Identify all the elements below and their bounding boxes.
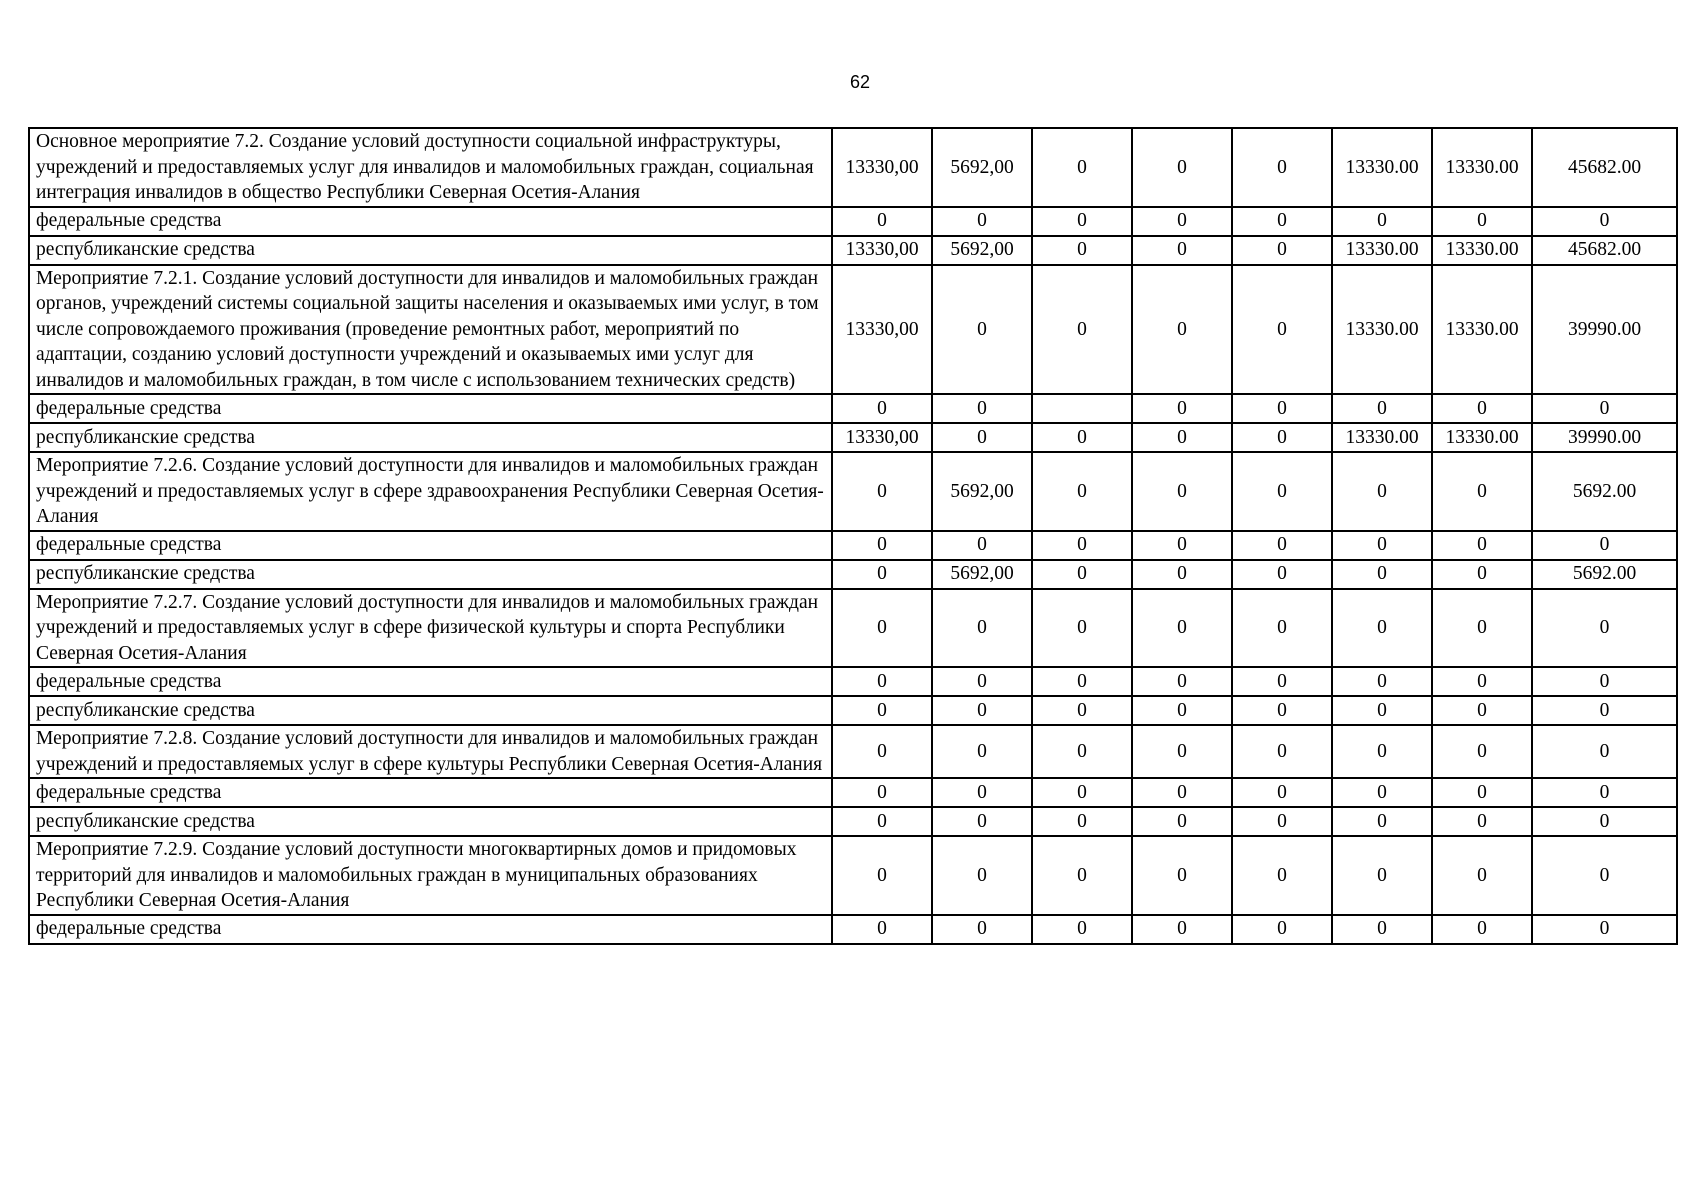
amount-cell: 0 [932,394,1032,423]
amount-cell: 0 [932,589,1032,668]
funding-source-label: республиканские средства [29,423,832,452]
amount-cell: 0 [1132,807,1232,836]
table-row [29,207,1677,236]
amount-cell: 0 [1332,667,1432,696]
amount-cell: 0 [832,207,932,236]
amount-cell: 0 [932,807,1032,836]
amount-cell: 0 [1332,836,1432,915]
funding-source-label: республиканские средства [29,696,832,725]
table-row [29,667,1677,696]
amount-cell: 0 [1232,915,1332,944]
amount-cell: 0 [1232,236,1332,265]
amount-cell: 0 [1132,836,1232,915]
table-row [29,236,1677,265]
amount-cell: 13330,00 [832,423,932,452]
amount-cell: 0 [1432,207,1532,236]
amount-cell: 13330.00 [1432,423,1532,452]
amount-cell: 0 [1532,394,1677,423]
amount-cell: 0 [832,778,932,807]
amount-cell: 0 [1432,667,1532,696]
table-row [29,589,1677,668]
amount-cell: 0 [932,207,1032,236]
amount-cell: 0 [1232,265,1332,395]
amount-cell: 0 [1432,696,1532,725]
amount-cell: 0 [1232,589,1332,668]
amount-cell: 0 [1232,128,1332,207]
amount-cell: 0 [1232,778,1332,807]
amount-cell: 0 [1132,394,1232,423]
amount-cell: 0 [1232,423,1332,452]
amount-cell: 0 [1232,696,1332,725]
amount-cell: 0 [1032,128,1132,207]
amount-cell: 0 [932,667,1032,696]
amount-cell: 0 [1132,236,1232,265]
amount-cell: 0 [1132,667,1232,696]
amount-cell: 45682.00 [1532,128,1677,207]
amount-cell: 0 [1132,452,1232,531]
amount-cell: 0 [1532,531,1677,560]
amount-cell: 0 [932,531,1032,560]
amount-cell: 0 [1432,915,1532,944]
amount-cell: 0 [1232,725,1332,778]
amount-cell: 5692,00 [932,452,1032,531]
table-row [29,531,1677,560]
amount-cell: 0 [1132,207,1232,236]
amount-cell: 0 [1032,667,1132,696]
amount-cell: 0 [832,915,932,944]
amount-cell: 0 [1532,778,1677,807]
funding-source-label: республиканские средства [29,807,832,836]
funding-source-label: федеральные средства [29,915,832,944]
amount-cell: 0 [1532,725,1677,778]
amount-cell: 0 [832,560,932,589]
amount-cell: 0 [1332,531,1432,560]
amount-cell: 0 [832,394,932,423]
table-row [29,452,1677,531]
table-row [29,807,1677,836]
amount-cell: 13330.00 [1432,236,1532,265]
amount-cell: 0 [832,836,932,915]
amount-cell: 0 [1432,452,1532,531]
amount-cell: 0 [1132,128,1232,207]
amount-cell: 0 [932,696,1032,725]
amount-cell: 0 [1232,531,1332,560]
table-row [29,696,1677,725]
amount-cell: 5692.00 [1532,560,1677,589]
amount-cell: 0 [1032,452,1132,531]
funding-source-label: федеральные средства [29,778,832,807]
amount-cell: 5692,00 [932,560,1032,589]
amount-cell: 0 [1032,696,1132,725]
amount-cell: 0 [1032,265,1132,395]
amount-cell: 0 [1532,667,1677,696]
amount-cell: 0 [1332,452,1432,531]
activity-description: Основное мероприятие 7.2. Создание условий доступности социальной инфраструктуры, учреждений и предоставляемых услуг для инвалидов и маломобильных граждан, социальная интеграция инвалидов в общество Республики Северная Осетия-Алания [29,128,832,207]
amount-cell: 13330.00 [1432,265,1532,395]
amount-cell: 0 [932,265,1032,395]
activity-description: Мероприятие 7.2.9. Создание условий доступности многоквартирных домов и придомовых территорий для инвалидов и маломобильных граждан в муниципальных образованиях Республики Северная Осетия-Алания [29,836,832,915]
amount-cell: 0 [1232,452,1332,531]
amount-cell: 0 [1432,589,1532,668]
amount-cell: 0 [1032,560,1132,589]
amount-cell: 0 [932,423,1032,452]
page-number: 62 [849,72,871,92]
amount-cell: 0 [1332,807,1432,836]
amount-cell: 13330.00 [1332,423,1432,452]
amount-cell: 13330.00 [1332,236,1432,265]
amount-cell: 0 [1432,725,1532,778]
amount-cell: 13330,00 [832,265,932,395]
amount-cell: 0 [832,531,932,560]
amount-cell: 0 [1432,836,1532,915]
amount-cell: 0 [1032,589,1132,668]
budget-table [28,127,1678,945]
amount-cell: 13330.00 [1332,265,1432,395]
table-row [29,836,1677,915]
amount-cell: 45682.00 [1532,236,1677,265]
amount-cell: 0 [832,696,932,725]
amount-cell: 0 [1332,725,1432,778]
amount-cell: 0 [1032,836,1132,915]
amount-cell: 0 [932,778,1032,807]
table-row [29,423,1677,452]
amount-cell: 0 [1332,778,1432,807]
amount-cell: 13330.00 [1332,128,1432,207]
amount-cell: 0 [832,452,932,531]
amount-cell: 0 [832,807,932,836]
amount-cell: 0 [1532,696,1677,725]
funding-source-label: республиканские средства [29,236,832,265]
amount-cell: 0 [1032,423,1132,452]
funding-source-label: республиканские средства [29,560,832,589]
amount-cell: 0 [1032,531,1132,560]
amount-cell: 0 [1132,696,1232,725]
amount-cell: 0 [932,915,1032,944]
amount-cell: 0 [1032,725,1132,778]
amount-cell: 0 [1132,915,1232,944]
amount-cell: 39990.00 [1532,423,1677,452]
amount-cell: 0 [1532,836,1677,915]
amount-cell: 0 [1132,531,1232,560]
amount-cell: 0 [1232,807,1332,836]
activity-description: Мероприятие 7.2.6. Создание условий доступности для инвалидов и маломобильных граждан учреждений и предоставляемых услуг в сфере здравоохранения Республики Северная Осетия-Алания [29,452,832,531]
amount-cell [1032,394,1132,423]
amount-cell: 0 [1532,915,1677,944]
table-row [29,725,1677,778]
amount-cell: 0 [1332,589,1432,668]
amount-cell: 0 [1332,207,1432,236]
amount-cell: 0 [1232,560,1332,589]
activity-description: Мероприятие 7.2.1. Создание условий доступности для инвалидов и маломобильных граждан органов, учреждений системы социальной защиты населения и оказываемых ими услуг, в том числе сопровождаемого проживания (проведение ремонтных работ, мероприятий по адаптации, созданию условий доступности учреждений и оказываемых ими услуг для инвалидов и маломобильных граждан, в том числе с использованием технических средств) [29,265,832,395]
amount-cell: 5692.00 [1532,452,1677,531]
amount-cell: 0 [1232,394,1332,423]
amount-cell: 0 [1032,236,1132,265]
amount-cell: 0 [932,836,1032,915]
amount-cell: 0 [1332,696,1432,725]
amount-cell: 0 [832,589,932,668]
amount-cell: 13330,00 [832,236,932,265]
table-row [29,265,1677,395]
amount-cell: 0 [1132,778,1232,807]
amount-cell: 0 [1432,531,1532,560]
amount-cell: 0 [1332,560,1432,589]
amount-cell: 39990.00 [1532,265,1677,395]
amount-cell: 0 [1132,560,1232,589]
amount-cell: 0 [1332,394,1432,423]
amount-cell: 0 [1432,560,1532,589]
table-row [29,128,1677,207]
table-body [29,128,1677,944]
amount-cell: 0 [1232,667,1332,696]
amount-cell: 0 [1432,778,1532,807]
amount-cell: 0 [1032,807,1132,836]
amount-cell: 0 [1132,423,1232,452]
amount-cell: 0 [1532,807,1677,836]
amount-cell: 0 [1332,915,1432,944]
amount-cell: 0 [1132,725,1232,778]
amount-cell: 0 [932,725,1032,778]
table-row [29,778,1677,807]
amount-cell: 0 [1532,207,1677,236]
amount-cell: 13330.00 [1432,128,1532,207]
amount-cell: 0 [1232,836,1332,915]
amount-cell: 0 [1232,207,1332,236]
amount-cell: 0 [832,667,932,696]
amount-cell: 13330,00 [832,128,932,207]
amount-cell: 0 [1032,915,1132,944]
activity-description: Мероприятие 7.2.7. Создание условий доступности для инвалидов и маломобильных граждан учреждений и предоставляемых услуг в сфере физической культуры и спорта Республики Северная Осетия-Алания [29,589,832,668]
funding-source-label: федеральные средства [29,667,832,696]
funding-source-label: федеральные средства [29,531,832,560]
amount-cell: 0 [1532,589,1677,668]
amount-cell: 0 [1032,778,1132,807]
amount-cell: 0 [1132,589,1232,668]
amount-cell: 0 [1432,807,1532,836]
table-row [29,915,1677,944]
amount-cell: 0 [1432,394,1532,423]
amount-cell: 0 [1032,207,1132,236]
amount-cell: 5692,00 [932,236,1032,265]
amount-cell: 0 [832,725,932,778]
table-row [29,394,1677,423]
funding-source-label: федеральные средства [29,394,832,423]
amount-cell: 0 [1132,265,1232,395]
table-row [29,560,1677,589]
activity-description: Мероприятие 7.2.8. Создание условий доступности для инвалидов и маломобильных граждан учреждений и предоставляемых услуг в сфере культуры Республики Северная Осетия-Алания [29,725,832,778]
funding-source-label: федеральные средства [29,207,832,236]
amount-cell: 5692,00 [932,128,1032,207]
